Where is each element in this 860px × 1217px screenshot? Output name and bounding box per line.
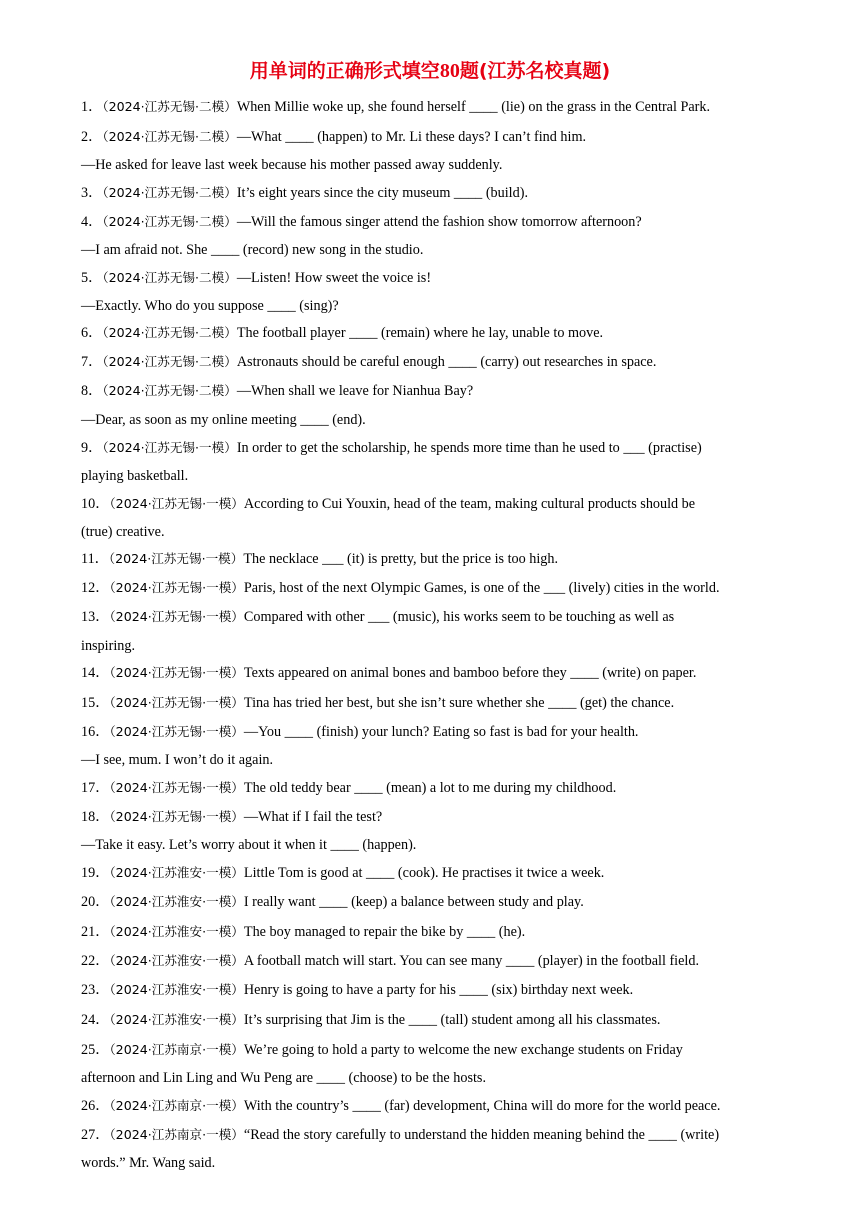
question-number: 26． bbox=[81, 1098, 110, 1114]
question-text: Compared with other ___ (music), his works seem to be touching as well as bbox=[243, 609, 675, 625]
question-number: 2． bbox=[81, 129, 103, 145]
question-text: Astronauts should be careful enough ____ (carry) out researches in space. bbox=[236, 354, 657, 370]
question-line bbox=[81, 1096, 801, 1116]
question-line bbox=[81, 863, 801, 883]
question-text: “Read the story carefully to understand the hidden meaning behind the ____ (write) bbox=[243, 1127, 720, 1143]
question-number: 9． bbox=[81, 440, 103, 456]
question-text: —He asked for leave last week because his mother passed away suddenly. bbox=[81, 157, 503, 173]
question-line bbox=[81, 352, 801, 372]
question-text: The football player ____ (remain) where he lay, unable to move. bbox=[236, 325, 604, 341]
question-source: （2024·江苏无锡·二模） bbox=[102, 185, 237, 200]
question-number: 17． bbox=[81, 780, 110, 796]
question-source: （2024·江苏无锡·一模） bbox=[109, 665, 244, 680]
question-source: （2024·江苏无锡·一模） bbox=[109, 580, 244, 595]
question-number: 16． bbox=[81, 724, 110, 740]
question-number: 18． bbox=[81, 809, 110, 825]
question-text: —When shall we leave for Nianhua Bay? bbox=[236, 383, 474, 399]
question-continuation-line bbox=[81, 1153, 801, 1173]
question-source: （2024·江苏无锡·一模） bbox=[109, 809, 244, 824]
question-line bbox=[81, 381, 801, 401]
question-continuation-line bbox=[81, 240, 801, 260]
question-text: Little Tom is good at ____ (cook). He practises it twice a week. bbox=[243, 865, 605, 881]
question-source: （2024·江苏淮安·一模） bbox=[109, 865, 244, 880]
question-text: —Take it easy. Let’s worry about it when it ____ (happen). bbox=[81, 837, 417, 853]
question-text: Paris, host of the next Olympic Games, is one of the ___ (lively) cities in the world. bbox=[243, 580, 720, 596]
question-line bbox=[81, 127, 801, 147]
question-text: In order to get the scholarship, he spends more time than he used to ___ (practise) bbox=[236, 440, 702, 456]
question-number: 13． bbox=[81, 609, 110, 625]
question-text: —You ____ (finish) your lunch? Eating so fast is bad for your health. bbox=[243, 724, 639, 740]
question-source: （2024·江苏无锡·二模） bbox=[102, 325, 237, 340]
question-number: 24． bbox=[81, 1012, 110, 1028]
question-line bbox=[81, 1125, 801, 1145]
question-number: 12． bbox=[81, 580, 110, 596]
question-number: 15． bbox=[81, 695, 110, 711]
question-line bbox=[81, 778, 801, 798]
question-line bbox=[81, 1010, 801, 1030]
question-text: Texts appeared on animal bones and bamboo before they ____ (write) on paper. bbox=[243, 665, 697, 681]
question-text: It’s eight years since the city museum ____ (build). bbox=[236, 185, 528, 201]
question-continuation-line bbox=[81, 750, 801, 770]
question-source: （2024·江苏无锡·二模） bbox=[102, 270, 237, 285]
question-number: 5． bbox=[81, 270, 103, 286]
title-source: (江苏名校真题) bbox=[478, 60, 611, 82]
question-line bbox=[81, 951, 801, 971]
question-text: With the country’s ____ (far) development, China will do more for the world peace. bbox=[243, 1098, 721, 1114]
title-part-2: 题 bbox=[459, 60, 479, 82]
page-title bbox=[0, 58, 860, 84]
question-text: —Will the famous singer attend the fashion show tomorrow afternoon? bbox=[236, 214, 642, 230]
question-source: （2024·江苏淮安·一模） bbox=[109, 1012, 244, 1027]
question-line bbox=[81, 97, 801, 117]
question-text: According to Cui Youxin, head of the team, making cultural products should be bbox=[243, 496, 696, 512]
question-number: 20． bbox=[81, 894, 110, 910]
question-source: （2024·江苏淮安·一模） bbox=[109, 953, 244, 968]
question-source: （2024·江苏无锡·二模） bbox=[102, 383, 237, 398]
question-number: 27． bbox=[81, 1127, 110, 1143]
question-text: —What ____ (happen) to Mr. Li these days? I can’t find him. bbox=[236, 129, 587, 145]
question-line bbox=[81, 578, 801, 598]
question-source: （2024·江苏南京·一模） bbox=[109, 1127, 244, 1142]
question-continuation-line bbox=[81, 835, 801, 855]
question-source: （2024·江苏无锡·一模） bbox=[109, 724, 244, 739]
question-line bbox=[81, 323, 801, 343]
question-number: 23． bbox=[81, 982, 110, 998]
question-text: words.” Mr. Wang said. bbox=[81, 1155, 216, 1171]
question-line bbox=[81, 807, 801, 827]
question-text: —Listen! How sweet the voice is! bbox=[236, 270, 432, 286]
title-part-1: 用单词的正确形式填空 bbox=[249, 60, 440, 82]
question-number: 4． bbox=[81, 214, 103, 230]
question-text: afternoon and Lin Ling and Wu Peng are ____ (choose) to be the hosts. bbox=[81, 1070, 486, 1086]
question-source: （2024·江苏无锡·一模） bbox=[109, 496, 244, 511]
question-text: —Exactly. Who do you suppose ____ (sing)? bbox=[81, 298, 339, 314]
question-source: （2024·江苏无锡·一模） bbox=[109, 695, 244, 710]
question-number: 22． bbox=[81, 953, 110, 969]
question-number: 19． bbox=[81, 865, 110, 881]
question-line bbox=[81, 980, 801, 1000]
question-number: 21． bbox=[81, 924, 110, 940]
question-text: (true) creative. bbox=[81, 524, 165, 540]
question-line bbox=[81, 438, 801, 458]
question-number: 11． bbox=[81, 551, 109, 567]
question-continuation-line bbox=[81, 410, 801, 430]
question-text: The necklace ___ (it) is pretty, but the price is too high. bbox=[243, 551, 559, 567]
question-continuation-line bbox=[81, 636, 801, 656]
question-line bbox=[81, 212, 801, 232]
question-text: Tina has tried her best, but she isn’t sure whether she ____ (get) the chance. bbox=[243, 695, 675, 711]
question-number: 1． bbox=[81, 99, 103, 115]
question-source: （2024·江苏无锡·二模） bbox=[102, 214, 237, 229]
question-text: I really want ____ (keep) a balance between study and play. bbox=[243, 894, 584, 910]
title-number: 80 bbox=[439, 60, 460, 82]
question-number: 25． bbox=[81, 1042, 110, 1058]
question-line bbox=[81, 722, 801, 742]
question-text: inspiring. bbox=[81, 638, 135, 654]
question-text: —I see, mum. I won’t do it again. bbox=[81, 752, 274, 768]
question-line bbox=[81, 1040, 801, 1060]
question-source: （2024·江苏无锡·一模） bbox=[108, 551, 244, 566]
question-number: 14． bbox=[81, 665, 110, 681]
question-continuation-line bbox=[81, 155, 801, 175]
question-source: （2024·江苏南京·一模） bbox=[109, 1042, 244, 1057]
question-line bbox=[81, 607, 801, 627]
question-continuation-line bbox=[81, 466, 801, 486]
question-line bbox=[81, 549, 801, 569]
question-text: —Dear, as soon as my online meeting ____ (end). bbox=[81, 412, 366, 428]
question-number: 6． bbox=[81, 325, 103, 341]
question-number: 7． bbox=[81, 354, 103, 370]
question-source: （2024·江苏淮安·一模） bbox=[109, 982, 244, 997]
question-text: A football match will start. You can see many ____ (player) in the football field. bbox=[243, 953, 699, 969]
question-text: Henry is going to have a party for his ____ (six) birthday next week. bbox=[243, 982, 634, 998]
question-line bbox=[81, 494, 801, 514]
question-text: When Millie woke up, she found herself ____ (lie) on the grass in the Central Park. bbox=[236, 99, 711, 115]
question-source: （2024·江苏无锡·二模） bbox=[102, 129, 237, 144]
question-text: We’re going to hold a party to welcome the new exchange students on Friday bbox=[243, 1042, 683, 1058]
question-source: （2024·江苏无锡·二模） bbox=[102, 99, 237, 114]
question-number: 8． bbox=[81, 383, 103, 399]
question-source: （2024·江苏淮安·一模） bbox=[109, 894, 244, 909]
question-text: The boy managed to repair the bike by ____ (he). bbox=[243, 924, 526, 940]
question-text: —I am afraid not. She ____ (record) new song in the studio. bbox=[81, 242, 424, 258]
question-continuation-line bbox=[81, 522, 801, 542]
question-text: —What if I fail the test? bbox=[243, 809, 383, 825]
question-source: （2024·江苏南京·一模） bbox=[109, 1098, 244, 1113]
question-number: 3． bbox=[81, 185, 103, 201]
question-text: playing basketball. bbox=[81, 468, 189, 484]
question-source: （2024·江苏淮安·一模） bbox=[109, 924, 244, 939]
question-source: （2024·江苏无锡·二模） bbox=[102, 354, 237, 369]
question-text: It’s surprising that Jim is the ____ (tall) student among all his classmates. bbox=[243, 1012, 661, 1028]
question-line bbox=[81, 693, 801, 713]
question-continuation-line bbox=[81, 1068, 801, 1088]
question-line bbox=[81, 663, 801, 683]
question-number: 10． bbox=[81, 496, 110, 512]
question-source: （2024·江苏无锡·一模） bbox=[109, 609, 244, 624]
question-line bbox=[81, 922, 801, 942]
question-line bbox=[81, 892, 801, 912]
question-line bbox=[81, 268, 801, 288]
question-text: The old teddy bear ____ (mean) a lot to me during my childhood. bbox=[243, 780, 617, 796]
question-source: （2024·江苏无锡·一模） bbox=[102, 440, 237, 455]
question-continuation-line bbox=[81, 296, 801, 316]
question-line bbox=[81, 183, 801, 203]
question-source: （2024·江苏无锡·一模） bbox=[109, 780, 244, 795]
